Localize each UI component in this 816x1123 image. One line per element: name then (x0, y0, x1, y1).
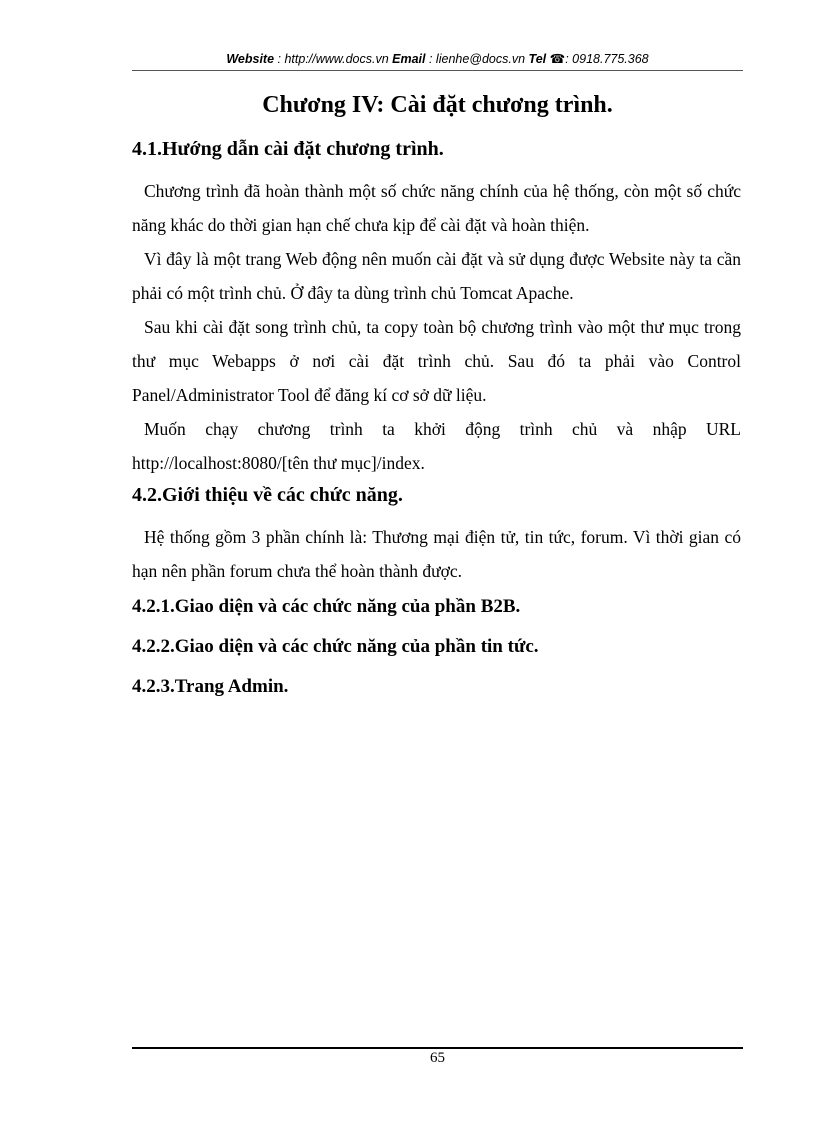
section-4-2-1-heading: 4.2.1.Giao diện và các chức năng của phần B2B. (132, 596, 521, 617)
section-4-2-2-heading: 4.2.2.Giao diện và các chức năng của phần tin tức. (132, 636, 539, 657)
section-4-1-paragraph-2: Vì đây là một trang Web động nên muốn cài đặt và sử dụng được Website này ta cần phải có một trình chủ. Ở đây ta dùng trình chủ Tomcat Apache. (132, 249, 741, 303)
email-address[interactable]: : lienhe@docs.vn (425, 52, 529, 66)
tel-number: : 0918.775.368 (565, 52, 649, 66)
section-4-1-paragraph-4: Muốn chạy chương trình ta khởi động trình chủ và nhập URL http://localhost:8080/[tên thư mục]/index. (132, 419, 741, 473)
section-4-2-3-heading: 4.2.3.Trang Admin. (132, 676, 289, 697)
document-body (132, 134, 741, 712)
tel-label: Tel (528, 52, 547, 66)
website-label: Website (226, 52, 275, 66)
website-url[interactable]: : http://www.docs.vn (274, 52, 393, 66)
footer-divider (132, 1047, 743, 1049)
page-number: 65 (430, 1050, 445, 1066)
section-4-1-paragraph-1: Chương trình đã hoàn thành một số chức năng chính của hệ thống, còn một số chức năng khác do thời gian hạn chế chưa kịp để cài đặt và hoàn thiện. (132, 181, 741, 235)
chapter-title: Chương IV: Cài đặt chương trình. (262, 92, 613, 118)
section-4-2-heading: 4.2.Giới thiệu về các chức năng. (132, 484, 403, 506)
section-4-2-paragraph-1: Hệ thống gồm 3 phần chính là: Thương mại điện tử, tin tức, forum. Vì thời gian có hạn nên phần forum chưa thể hoàn thành được. (132, 527, 741, 581)
header-divider (132, 70, 743, 71)
page-header (132, 50, 743, 68)
section-4-1-paragraph-3: Sau khi cài đặt song trình chủ, ta copy toàn bộ chương trình vào một thư mục trong thư mục Webapps ở nơi cài đặt trình chủ. Sau đó ta phải vào Control Panel/Administrator Tool để đăng kí cơ sở dữ liệu. (132, 317, 741, 405)
phone-icon: ☎ (549, 52, 566, 66)
section-4-1-heading: 4.1.Hướng dẫn cài đặt chương trình. (132, 138, 444, 160)
email-label: Email (392, 52, 426, 66)
